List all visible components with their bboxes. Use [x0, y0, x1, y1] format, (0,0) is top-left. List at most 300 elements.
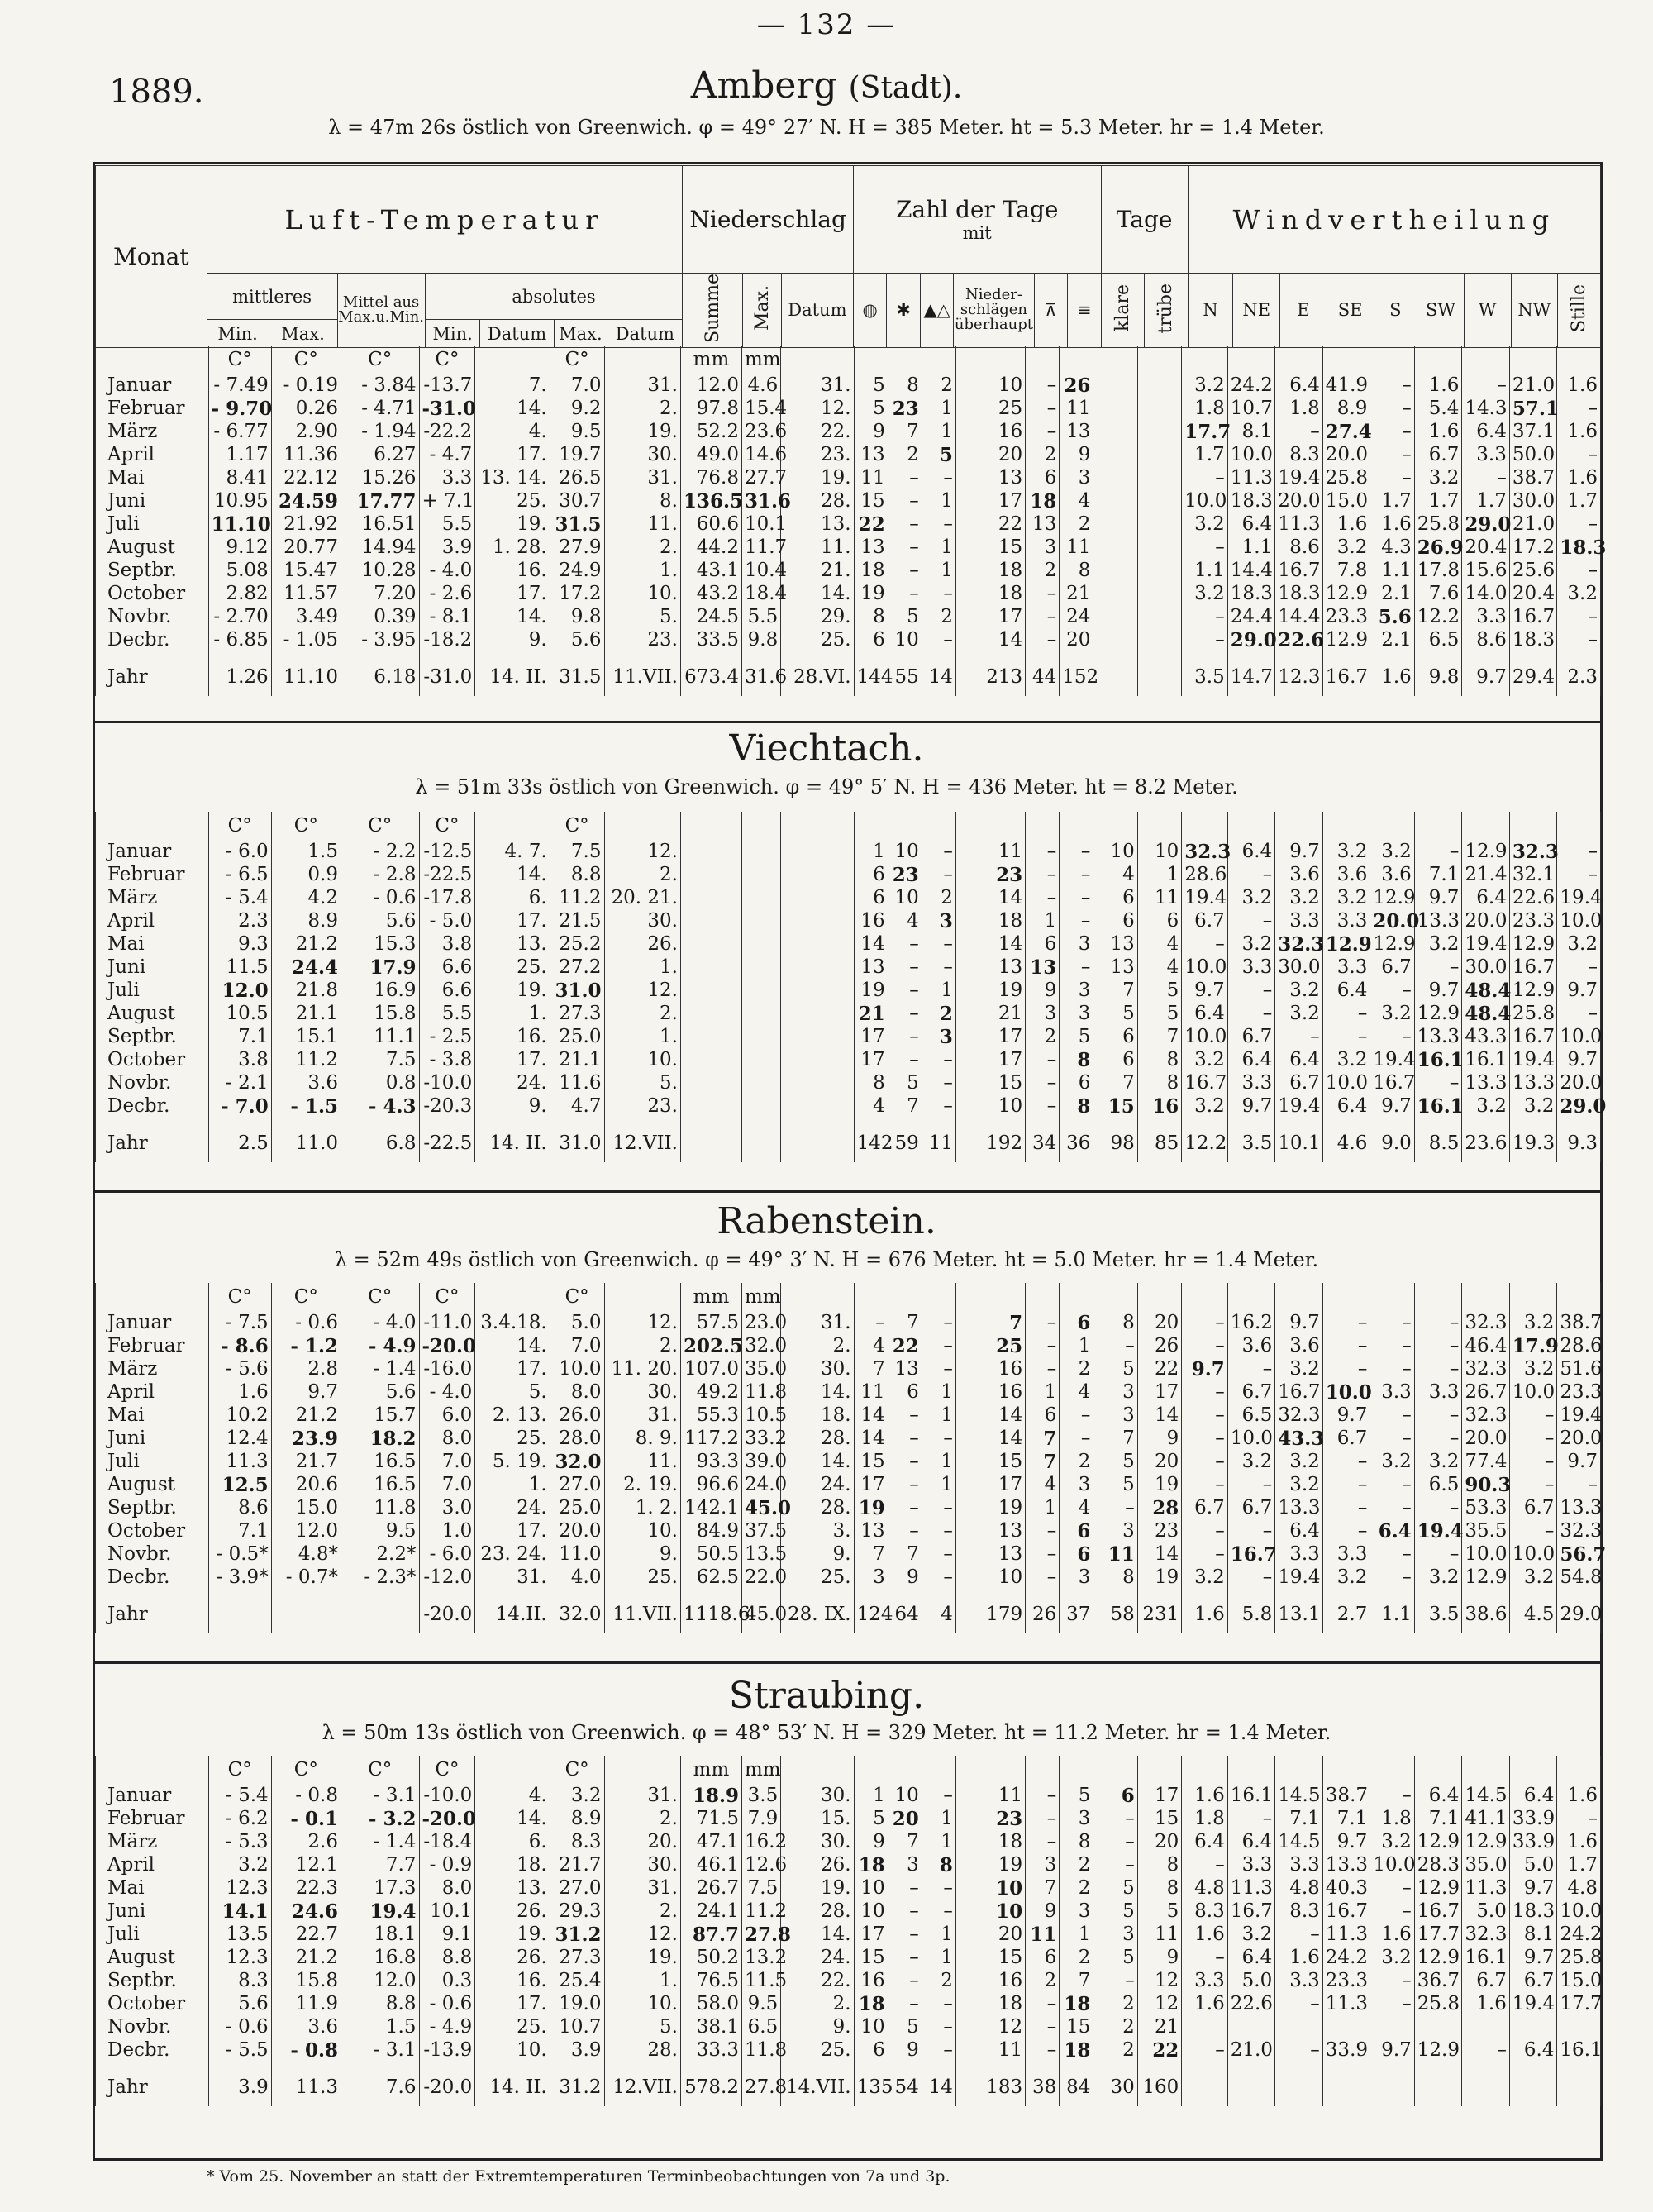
cell: 32.3	[1509, 840, 1557, 863]
cell	[781, 886, 854, 909]
cell: 20	[955, 1923, 1025, 1946]
cell: 3.2	[1182, 582, 1227, 605]
cell: 12.9	[1414, 1002, 1462, 1025]
cell: 4	[854, 1334, 888, 1357]
cell: 6.0	[419, 1404, 475, 1427]
cell	[1137, 489, 1181, 512]
cell: 24.4	[271, 956, 341, 979]
cell: –	[922, 863, 955, 886]
cell: - 8.6	[208, 1334, 271, 1357]
cell: –	[1370, 1311, 1414, 1334]
cell: 27.8	[741, 2068, 780, 2106]
cell	[1509, 2068, 1557, 2106]
cell: 16.	[475, 1025, 550, 1048]
cell: 54	[888, 2068, 922, 2106]
cell: 24.1	[680, 1900, 741, 1923]
cell: 39.0	[741, 1450, 780, 1473]
station-coords-straubing: λ = 50m 13s östlich von Greenwich. φ = 48° 53′ N. H = 329 Meter. ht = 11.2 Meter. hr = 1.4 Meter.	[322, 1721, 1331, 1744]
cell: 2	[1026, 1969, 1060, 1992]
cell: 7.1	[208, 1025, 271, 1048]
cell: 3	[1060, 1473, 1093, 1496]
cell: 35.0	[741, 1357, 780, 1380]
cell: 7.6	[1414, 582, 1462, 605]
cell: 213	[955, 658, 1025, 696]
cell: 7	[888, 1094, 922, 1118]
cell: - 0.7*	[271, 1566, 341, 1589]
cell: –	[1370, 1969, 1414, 1992]
cell: 51.6	[1557, 1357, 1601, 1380]
table-row	[96, 1450, 1601, 1473]
cell: –	[1060, 886, 1093, 909]
wind-e-header: E	[1280, 274, 1327, 348]
cell: 20.0	[1322, 443, 1370, 466]
cell: 22.	[781, 1969, 854, 1992]
cell	[1182, 2015, 1227, 2038]
cell: 11.8	[741, 2038, 780, 2062]
cell: –	[1370, 374, 1414, 397]
cell: 15.3	[341, 932, 419, 956]
cell: - 4.0	[419, 1380, 475, 1404]
cell: 28.VI.	[781, 658, 854, 696]
cell: 7	[888, 1311, 922, 1334]
cell: 23	[1137, 1519, 1181, 1542]
cell: 97.8	[680, 397, 741, 420]
cell: –	[1414, 840, 1462, 863]
cell: 10.28	[341, 559, 419, 582]
cell: –	[888, 1923, 922, 1946]
cell: 15.4	[741, 397, 780, 420]
cell: 10.0	[1182, 956, 1227, 979]
spacer-row	[96, 1589, 1601, 1595]
cell: 23	[888, 397, 922, 420]
cell: –	[1026, 1357, 1060, 1380]
cell: - 3.1	[341, 1784, 419, 1807]
cell: 36	[1060, 1124, 1093, 1162]
cell: 5.0	[1462, 1900, 1510, 1923]
cell: 17.	[475, 1519, 550, 1542]
cell: 5	[1137, 979, 1181, 1002]
cell: 3.2	[1414, 932, 1462, 956]
cell: - 0.19	[271, 374, 341, 397]
cell	[680, 1002, 741, 1025]
cell: 3	[1026, 1853, 1060, 1876]
cell: 9.0	[1370, 1124, 1414, 1162]
cell: 3.2	[1227, 886, 1275, 909]
cell: 20	[1137, 1830, 1181, 1853]
cell: 5.6	[341, 1380, 419, 1404]
cell: 11.5	[741, 1969, 780, 1992]
cell: 25.8	[1322, 466, 1370, 489]
cell: 7.9	[741, 1807, 780, 1830]
table-row	[96, 582, 1601, 605]
cell: 1. 28.	[475, 536, 550, 559]
cell: 6.	[475, 1830, 550, 1853]
cell: 48.4	[1462, 1002, 1510, 1025]
cell: –	[1275, 420, 1323, 443]
cell: –	[1182, 1334, 1227, 1357]
cell: 2	[1093, 2015, 1137, 2038]
cell: 3.2	[550, 1784, 604, 1807]
cell: 5.6	[341, 909, 419, 932]
cell: 3.3	[1462, 605, 1510, 628]
cell: 1.6	[1462, 1992, 1510, 2015]
min-header: Min.	[207, 320, 269, 348]
cell: 8	[1137, 1071, 1181, 1094]
cell: 6	[888, 1380, 922, 1404]
cell: 6	[1093, 886, 1137, 909]
cell: –	[1370, 979, 1414, 1002]
cell: 8.41	[208, 466, 271, 489]
cell: 13	[955, 956, 1025, 979]
cell: 3	[1060, 979, 1093, 1002]
table-row	[96, 956, 1601, 979]
cell	[1137, 466, 1181, 489]
month-label: October	[96, 1048, 209, 1071]
table-row	[96, 605, 1601, 628]
cell: 93.3	[680, 1450, 741, 1473]
cell: –	[1227, 1357, 1275, 1380]
wind-s-header: S	[1374, 274, 1417, 348]
unit-label: C°	[341, 346, 419, 374]
cell: 71.5	[680, 1807, 741, 1830]
cell: 9.1	[419, 1923, 475, 1946]
cell: 4	[1060, 489, 1093, 512]
month-label: Januar	[96, 1311, 209, 1334]
cell: 8. 9.	[604, 1427, 680, 1450]
cell	[1414, 2015, 1462, 2038]
cell: 24.2	[1322, 1946, 1370, 1969]
month-label: März	[96, 1830, 209, 1853]
cell: 10.0	[1182, 1025, 1227, 1048]
cell: 20.0	[1557, 1427, 1601, 1450]
cell: 9.7	[1322, 1830, 1370, 1853]
cell: 22	[854, 512, 888, 536]
cell	[1137, 628, 1181, 651]
cell: 19	[854, 1496, 888, 1519]
table-row	[96, 1404, 1601, 1427]
table-row	[96, 1427, 1601, 1450]
cell: 8.6	[208, 1496, 271, 1519]
cell: 8.6	[1462, 628, 1510, 651]
cell: 4.8	[1275, 1876, 1323, 1900]
cell: –	[1462, 2038, 1510, 2062]
cell: 5	[1137, 1002, 1181, 1025]
cell: 3.2	[1509, 1566, 1557, 1589]
cell: 1.6	[1182, 1923, 1227, 1946]
cell: 26.9	[1414, 536, 1462, 559]
station-coords-rabenstein: λ = 52m 49s östlich von Greenwich. φ = 49° 3′ N. H = 676 Meter. ht = 5.0 Meter. hr = 1.4 Meter.	[334, 1248, 1319, 1271]
cell: –	[1509, 1473, 1557, 1496]
cell: 6.18	[341, 658, 419, 696]
cell: 9.7	[1322, 1404, 1370, 1427]
cell: 14.3	[1462, 397, 1510, 420]
cell: 11.2	[550, 886, 604, 909]
cell: 12.VII.	[604, 1124, 680, 1162]
cell: –	[1182, 1450, 1227, 1473]
footnote: * Vom 25. November an statt der Extremtemperaturen Terminbeobachtungen von 7a und 3p.	[207, 2167, 950, 2186]
cell: 13	[1093, 956, 1137, 979]
cell: 7	[1137, 1025, 1181, 1048]
cell: –	[888, 1427, 922, 1450]
cell: 8.3	[1275, 443, 1323, 466]
cell: 25.0	[550, 1496, 604, 1519]
cell: 17.3	[341, 1876, 419, 1900]
month-label: März	[96, 886, 209, 909]
cell: 17.9	[1509, 1334, 1557, 1357]
table-row	[96, 863, 1601, 886]
cell: - 5.4	[208, 886, 271, 909]
cell: 10	[955, 1094, 1025, 1118]
cell: 31.0	[550, 979, 604, 1002]
cell: 28.	[781, 489, 854, 512]
cell: 1.8	[1182, 397, 1227, 420]
cell: 12.9	[1322, 628, 1370, 651]
cell: 6.7	[1462, 1969, 1510, 1992]
cell: –	[888, 932, 922, 956]
cell: 22	[1137, 2038, 1181, 2062]
cell: 12.4	[208, 1427, 271, 1450]
cell: 43.3	[1462, 1025, 1510, 1048]
cell: 10.0	[1557, 1025, 1601, 1048]
cell: –	[922, 512, 955, 536]
cell: 19.	[475, 512, 550, 536]
cell: 1.	[604, 956, 680, 979]
cell: 16.7	[1509, 605, 1557, 628]
cell: –	[922, 1357, 955, 1380]
cell: 15	[854, 1946, 888, 1969]
cell	[1137, 512, 1181, 536]
month-label: Decbr.	[96, 2038, 209, 2062]
cell: 11	[955, 2038, 1025, 2062]
cell: –	[1322, 1450, 1370, 1473]
cell: 10	[854, 1876, 888, 1900]
cell: 2.	[604, 1334, 680, 1357]
month-label: October	[96, 1992, 209, 2015]
unit-label: C°	[271, 1756, 341, 1784]
cell: 30.	[781, 1357, 854, 1380]
cell: 31.5	[550, 512, 604, 536]
cell: 7.5	[341, 1048, 419, 1071]
cell: 2	[1026, 559, 1060, 582]
cell: 3.2	[1370, 1002, 1414, 1025]
cell: 6.5	[1414, 1473, 1462, 1496]
cell: –	[1414, 1542, 1462, 1566]
cell: 6	[854, 628, 888, 651]
cell: 2.	[781, 1334, 854, 1357]
cell: 21.1	[550, 1048, 604, 1071]
cell: 5	[854, 397, 888, 420]
cell: 2	[1026, 443, 1060, 466]
cell	[1093, 628, 1137, 651]
cell: 23. 24.	[475, 1542, 550, 1566]
cell: 14.4	[1275, 605, 1323, 628]
table-row	[96, 1357, 1601, 1380]
cell: 9.7	[1462, 658, 1510, 696]
cell	[680, 932, 741, 956]
wind-w-header: W	[1464, 274, 1511, 348]
cell: 2	[922, 1969, 955, 1992]
cell: 3.3	[419, 466, 475, 489]
cell: 47.1	[680, 1830, 741, 1853]
cell: 57.5	[680, 1311, 741, 1334]
cell: 8.9	[271, 909, 341, 932]
cell: 31.6	[741, 658, 780, 696]
cell: 33.2	[741, 1427, 780, 1450]
cell: 9.5	[341, 1519, 419, 1542]
cell: 9.3	[208, 932, 271, 956]
cell: 7	[1060, 1969, 1093, 1992]
month-label: Septbr.	[96, 1969, 209, 1992]
month-label: Septbr.	[96, 559, 209, 582]
cell: 6	[1060, 1542, 1093, 1566]
unit-label: C°	[550, 346, 604, 374]
cell: 6.	[475, 886, 550, 909]
cell: 8.0	[419, 1876, 475, 1900]
cell: 20. 21.	[604, 886, 680, 909]
cell: –	[922, 1071, 955, 1094]
cell: –	[1182, 1946, 1227, 1969]
month-label: Septbr.	[96, 1025, 209, 1048]
cell: –	[922, 956, 955, 979]
cell: 142.1	[680, 1496, 741, 1519]
cell: 17	[955, 605, 1025, 628]
cell: 7.1	[1322, 1807, 1370, 1830]
cell: 9.12	[208, 536, 271, 559]
cell: 11	[854, 1380, 888, 1404]
cell: –	[1182, 536, 1227, 559]
cell: 32.0	[741, 1334, 780, 1357]
table-row	[96, 2038, 1601, 2062]
cell: 6.7	[1414, 443, 1462, 466]
cell: 8.8	[341, 1992, 419, 2015]
cell: 2.82	[208, 582, 271, 605]
cell: 11. 20.	[604, 1357, 680, 1380]
cell: –	[1182, 1853, 1227, 1876]
cell: –	[922, 2038, 955, 2062]
cell: 12.9	[1462, 1830, 1510, 1853]
cell: 13	[1093, 932, 1137, 956]
cell: 10.1	[741, 512, 780, 536]
cell: 23.	[604, 1094, 680, 1118]
cell: 24.6	[271, 1900, 341, 1923]
cell: 3.2	[1509, 1357, 1557, 1380]
cell: 29.3	[550, 1900, 604, 1923]
cell: 26.7	[680, 1876, 741, 1900]
cell: 1.7	[1557, 1853, 1601, 1876]
cell	[781, 840, 854, 863]
cell: 13.	[475, 1876, 550, 1900]
cell: 9.5	[741, 1992, 780, 2015]
cell: 11.3	[1322, 1992, 1370, 2015]
cell: 9	[1137, 1946, 1181, 1969]
cell: 2.3	[1557, 658, 1601, 696]
cell: –	[922, 582, 955, 605]
cell: 20.0	[1275, 489, 1323, 512]
cell: 10.95	[208, 489, 271, 512]
cell: 12.1	[271, 1853, 341, 1876]
cell: –	[1026, 420, 1060, 443]
cell: –	[1026, 605, 1060, 628]
cell: 13	[955, 466, 1025, 489]
cell: 3.2	[1322, 1566, 1370, 1589]
cell: 28.	[781, 1427, 854, 1450]
cell: 18	[1026, 489, 1060, 512]
cell: 5	[1093, 1876, 1137, 1900]
cell: 11.57	[271, 582, 341, 605]
cell: 14.	[781, 1380, 854, 1404]
cell: 16.7	[1322, 1900, 1370, 1923]
cell: 18.3	[1509, 628, 1557, 651]
cell: –	[1026, 2038, 1060, 2062]
cell: –	[888, 582, 922, 605]
cell: 7	[1026, 1876, 1060, 1900]
cell: –	[1182, 932, 1227, 956]
month-label: August	[96, 1946, 209, 1969]
cell: 16.1	[1414, 1048, 1462, 1071]
max-header: Max.	[269, 320, 337, 348]
cell: 4.8	[1182, 1876, 1227, 1900]
cell: –	[1557, 605, 1601, 628]
cell: 32.3	[1462, 1923, 1510, 1946]
cell: 3	[1093, 1519, 1137, 1542]
cell: 10.0	[1227, 1427, 1275, 1450]
cell: 6.4	[1275, 1048, 1323, 1071]
cell: –	[1182, 1473, 1227, 1496]
cell: 1.	[475, 1002, 550, 1025]
cell: 12.6	[741, 1853, 780, 1876]
cell: 21.	[781, 559, 854, 582]
cell: 10.7	[1227, 397, 1275, 420]
month-label: Jahr	[96, 658, 209, 696]
cell: - 9.70	[208, 397, 271, 420]
unit-label: mm	[680, 346, 741, 374]
cell: 10	[854, 1900, 888, 1923]
cell	[741, 1124, 780, 1162]
cell: 12.5	[208, 1473, 271, 1496]
cell: 7	[888, 420, 922, 443]
cell: 3.3	[1275, 1969, 1323, 1992]
cell: 31.	[604, 466, 680, 489]
cell: 1.6	[1370, 658, 1414, 696]
cell: 14.5	[1275, 1830, 1323, 1853]
cell: 11	[955, 1784, 1025, 1807]
cell: 9.3	[1557, 1124, 1601, 1162]
cell: -31.0	[419, 658, 475, 696]
data-table-rabenstein	[95, 1283, 1607, 1633]
cell: 4.8	[1557, 1876, 1601, 1900]
cell: –	[1275, 1025, 1323, 1048]
cell: 14.VII.	[781, 2068, 854, 2106]
table-row	[96, 443, 1601, 466]
unit-label: mm	[741, 346, 780, 374]
cell: 21.1	[271, 1002, 341, 1025]
cell: 1	[922, 420, 955, 443]
cell: –	[1275, 1992, 1323, 2015]
mittleres-header: mittleres	[207, 274, 337, 320]
cell: 22	[888, 1334, 922, 1357]
cell: 87.7	[680, 1923, 741, 1946]
table-row	[96, 909, 1601, 932]
cell: –	[922, 1542, 955, 1566]
cell: 231	[1137, 1595, 1181, 1633]
cell: 12.	[604, 840, 680, 863]
cell: 16	[854, 1969, 888, 1992]
units-row	[96, 812, 1601, 840]
cell: 8	[1137, 1048, 1181, 1071]
cell: –	[1414, 1404, 1462, 1427]
cell: 23.	[781, 443, 854, 466]
cell: 6.4	[1509, 2038, 1557, 2062]
